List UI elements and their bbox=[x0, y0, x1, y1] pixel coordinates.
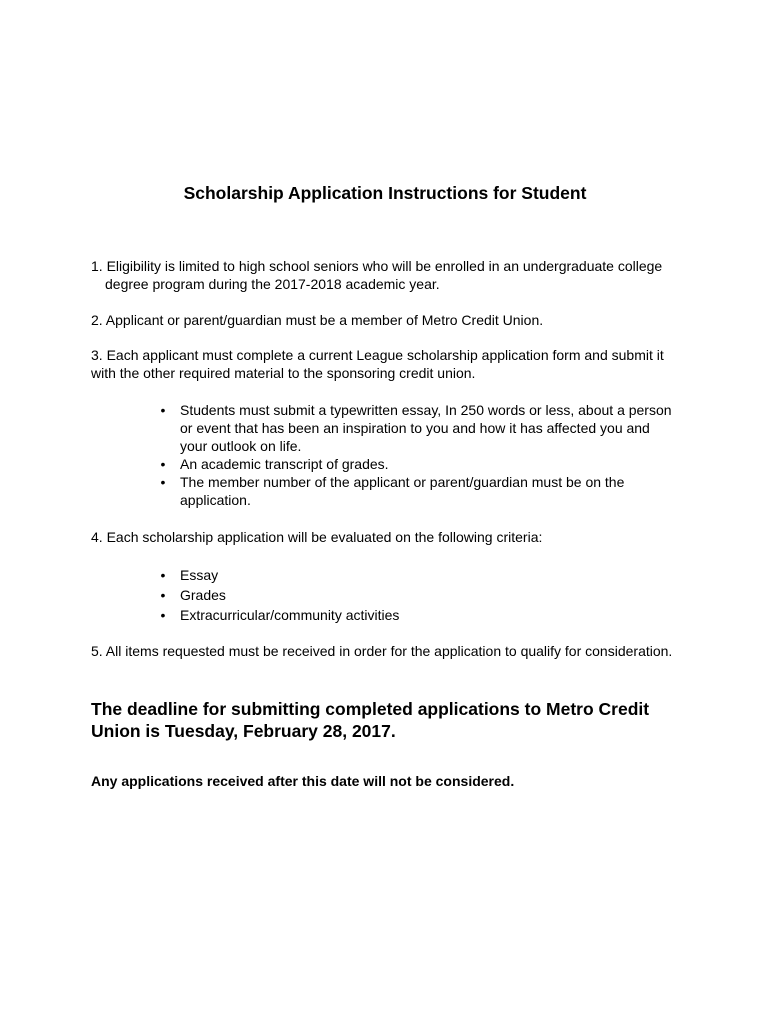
bullet-icon: • bbox=[160, 402, 166, 418]
instruction-item-1: 1. Eligibility is limited to high school seniors who will be enrolled in an undergraduate college degree program during the 2017-2018 academic year. bbox=[91, 258, 663, 292]
instruction-item-4: 4. Each scholarship application will be evaluated on the following criteria: bbox=[91, 529, 543, 545]
bullet-icon: • bbox=[160, 474, 166, 490]
list-item bbox=[158, 473, 678, 509]
instruction-item-5: 5. All items requested must be received in order for the application to qualify for consideration. bbox=[91, 643, 673, 659]
list-item-text: Essay bbox=[180, 567, 219, 583]
bullet-icon: • bbox=[160, 456, 166, 472]
bullet-icon: • bbox=[160, 587, 166, 603]
list-item bbox=[158, 605, 678, 625]
deadline-statement: The deadline for submitting completed applications to Metro Credit Union is Tuesday, February 28, 2017. bbox=[91, 699, 650, 741]
requirements-list bbox=[158, 401, 678, 509]
page-title: Scholarship Application Instructions for Student bbox=[183, 183, 587, 203]
list-item bbox=[158, 401, 678, 455]
criteria-list bbox=[158, 565, 678, 625]
list-item bbox=[158, 585, 678, 605]
list-item-text: The member number of the applicant or parent/guardian must be on the application. bbox=[180, 474, 625, 508]
instruction-item-3: 3. Each applicant must complete a current League scholarship application form and submit it with the other required material to the sponsoring credit union. bbox=[91, 347, 664, 381]
instruction-item-2: 2. Applicant or parent/guardian must be a member of Metro Credit Union. bbox=[91, 312, 544, 328]
list-item-text: Extracurricular/community activities bbox=[180, 607, 400, 623]
bullet-icon: • bbox=[160, 607, 166, 623]
late-submission-notice: Any applications received after this date will not be considered. bbox=[91, 773, 515, 789]
bullet-icon: • bbox=[160, 567, 166, 583]
list-item bbox=[158, 455, 678, 473]
list-item-text: Grades bbox=[180, 587, 226, 603]
list-item-text: Students must submit a typewritten essay, In 250 words or less, about a person or event that has been an inspiration to you and how it has affected you and your outlook on life. bbox=[180, 402, 672, 454]
list-item bbox=[158, 565, 678, 585]
list-item-text: An academic transcript of grades. bbox=[180, 456, 389, 472]
